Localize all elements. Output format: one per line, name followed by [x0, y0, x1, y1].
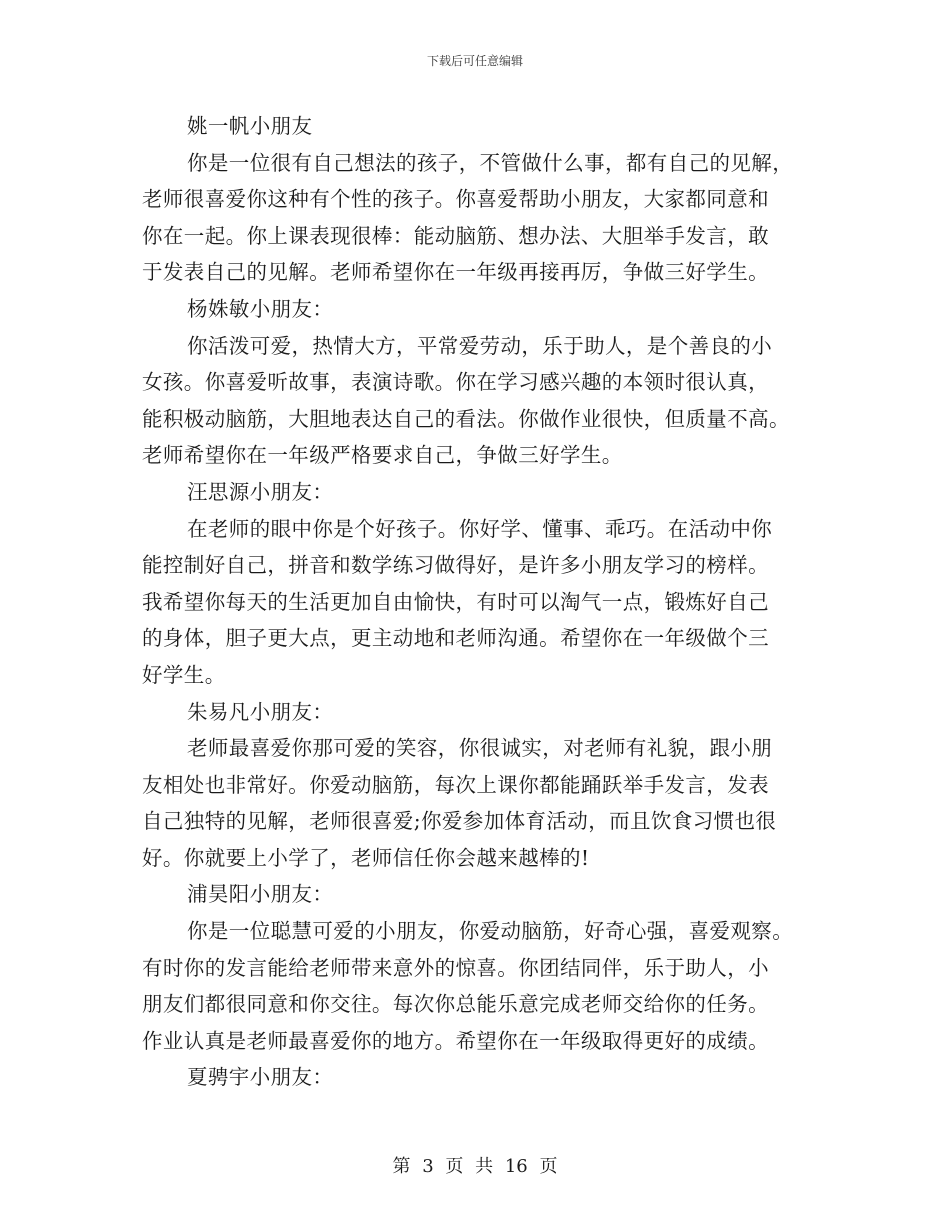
comment-line: 能积极动脑筋，大胆地表达自己的看法。你做作业很快，但质量不高。: [142, 406, 790, 431]
page-header: 下载后可任意编辑: [426, 54, 523, 68]
comment-line: 自己独特的见解，老师很喜爱;你爱参加体育活动，而且饮食习惯也很: [142, 809, 777, 834]
comment-line: 你在一起。你上课表现很棒：能动脑筋、想办法、大胆举手发言，敢: [142, 223, 769, 248]
comment-line: 女孩。你喜爱听故事，表演诗歌。你在学习感兴趣的本领时很认真，: [142, 370, 769, 395]
student-name: 汪思源小朋友：: [187, 479, 334, 504]
comment-line: 好学生。: [142, 662, 226, 687]
document-body: [142, 108, 814, 1096]
student-name: 浦昊阳小朋友：: [187, 882, 334, 907]
comment-line: 你是一位聪慧可爱的小朋友，你爱动脑筋，好奇心强，喜爱观察。: [187, 919, 794, 944]
comment-line: 老师最喜爱你那可爱的笑容，你很诚实，对老师有礼貌，跟小朋: [187, 736, 773, 761]
student-name: 朱易凡小朋友：: [187, 699, 334, 724]
comment-line: 的身体，胆子更大点，更主动地和老师沟通。希望你在一年级做个三: [142, 626, 769, 651]
student-name: 姚一帆小朋友: [187, 114, 313, 138]
student-name: 夏骋宇小朋友：: [187, 1065, 334, 1090]
comment-line: 于发表自己的见解。老师希望你在一年级再接再厉，争做三好学生。: [142, 260, 769, 285]
comment-line: 作业认真是老师最喜爱你的地方。希望你在一年级取得更好的成绩。: [142, 1028, 769, 1053]
comment-line: 能控制好自己，拼音和数学练习做得好，是许多小朋友学习的榜样。: [142, 553, 769, 578]
comment-line: 好。你就要上小学了，老师信任你会越来越棒的!: [142, 845, 590, 870]
student-name: 杨姝敏小朋友：: [187, 296, 334, 321]
comment-line: 老师很喜爱你这种有个性的孩子。你喜爱帮助小朋友，大家都同意和: [142, 187, 769, 212]
comment-line: 你活泼可爱，热情大方，平常爱劳动，乐于助人，是个善良的小: [187, 333, 773, 358]
comment-line: 你是一位很有自己想法的孩子，不管做什么事，都有自己的见解，: [187, 150, 794, 175]
comment-line: 老师希望你在一年级严格要求自己，争做三好学生。: [142, 443, 623, 468]
comment-line: 我希望你每天的生活更加自由愉快，有时可以淘气一点，锻炼好自己: [142, 589, 769, 614]
page-number-footer: 第 3 页 共 16 页: [392, 1156, 558, 1177]
comment-line: 朋友们都很同意和你交往。每次你总能乐意完成老师交给你的任务。: [142, 992, 769, 1017]
comment-line: 在老师的眼中你是个好孩子。你好学、懂事、乖巧。在活动中你: [187, 516, 773, 541]
comment-line: 友相处也非常好。你爱动脑筋，每次上课你都能踊跃举手发言，发表: [142, 772, 769, 797]
comment-line: 有时你的发言能给老师带来意外的惊喜。你团结同伴，乐于助人，小: [142, 955, 769, 980]
